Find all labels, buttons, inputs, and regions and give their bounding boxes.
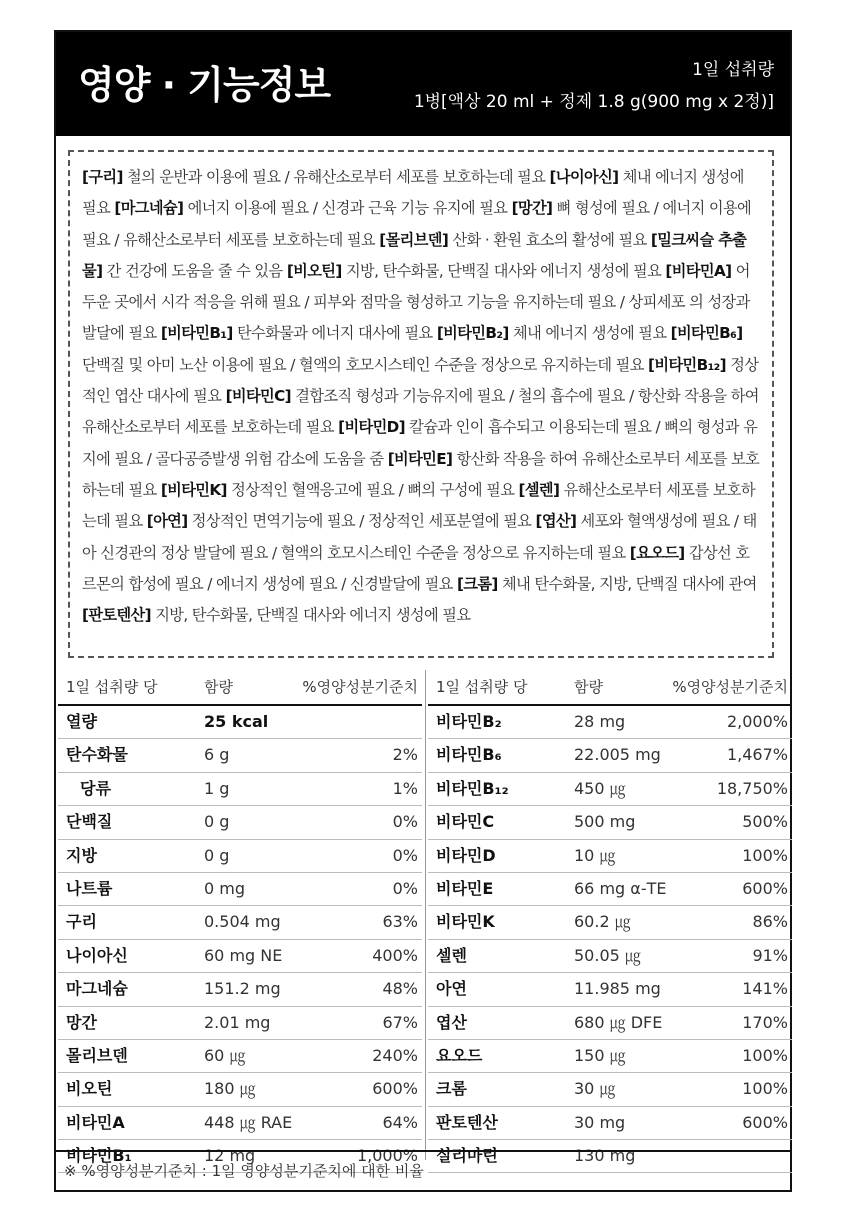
desc-ingredient-label: [망간]	[511, 199, 553, 218]
desc-ingredient-text: 정상적인 엽산 대사에 필요	[82, 355, 759, 406]
desc-ingredient-label: [비타민K]	[160, 480, 227, 499]
desc-ingredient-label: [구리]	[82, 168, 123, 186]
table-row	[428, 1107, 792, 1140]
header-percent: %영양성분기준치	[672, 678, 788, 696]
table-row	[58, 1040, 422, 1073]
desc-ingredient-label: [나이아신]	[549, 168, 619, 186]
nutrient-name: 크롬	[436, 1079, 467, 1099]
nutrient-name: 망간	[66, 1012, 97, 1032]
nutrient-name: 비타민C	[436, 812, 495, 832]
nutrient-name: 비타민A	[66, 1112, 125, 1132]
header-percent: %영양성분기준치	[302, 678, 418, 696]
nutrient-amount: 30 mg	[574, 1112, 626, 1132]
serving-detail: 1병[액상 20 ml + 정제 1.8 g(900 mg x 2정)]	[413, 92, 774, 112]
nutrient-amount: 22.005 mg	[574, 745, 661, 765]
nutrient-amount: 0.504 mg	[204, 912, 281, 932]
nutrient-amount: 60 mg NE	[204, 945, 283, 965]
nutrient-daily-value: 600%	[372, 1079, 418, 1099]
nutrient-daily-value: 500%	[742, 812, 788, 832]
nutrient-amount: 150 ㎍	[574, 1045, 626, 1065]
nutrient-name: 마그네슘	[66, 979, 128, 999]
desc-ingredient-text: 체내 탄수화물, 지방, 단백질 대사에 관여	[497, 574, 757, 593]
nutrient-name: 비타민B₁₂	[436, 778, 509, 798]
desc-ingredient-text: 결합조직 형성과 기능유지에 필요 / 철의 흡수에 필요 / 항산화 작용을 하여 유해산소로부터 세포를 보호하는데 필요	[82, 387, 759, 437]
desc-ingredient-text: 탄수화물과 에너지 대사에 필요	[232, 324, 437, 343]
nutrient-name: 나이아신	[66, 945, 128, 965]
nutrient-daily-value: 1,000%	[356, 1146, 418, 1166]
table-row	[428, 873, 792, 906]
table-row	[58, 940, 422, 973]
nutrient-daily-value: 2%	[392, 745, 418, 765]
table-row	[428, 1040, 792, 1073]
header-nutrient: 1일 섭취량 당	[66, 678, 158, 696]
nutrient-daily-value: 600%	[742, 878, 788, 898]
nutrient-daily-value: 1,467%	[726, 745, 788, 765]
nutrient-amount: 12 mg	[204, 1146, 256, 1166]
nutrient-daily-value: 170%	[742, 1012, 788, 1032]
nutrient-amount: 151.2 mg	[204, 979, 281, 999]
desc-ingredient-text: 정상적인 혈액응고에 필요 / 뼈의 구성에 필요	[226, 480, 519, 499]
table-row	[58, 706, 422, 739]
desc-ingredient-text: 간 건강에 도움을 줄 수 있음	[102, 261, 287, 280]
desc-ingredient-label: [밀크씨슬 추출물]	[82, 230, 747, 280]
nutrient-amount: 66 mg α-TE	[574, 878, 667, 898]
nutrient-name: 비타민B₁	[66, 1146, 132, 1166]
nutrient-amount: 11.985 mg	[574, 979, 661, 999]
nutrient-amount: 448 ㎍ RAE	[204, 1112, 293, 1132]
nutrient-daily-value: 48%	[382, 979, 418, 999]
nutrient-amount: 130 mg	[574, 1146, 636, 1166]
panel-title: 영양 · 기능정보	[78, 63, 331, 107]
nutrient-name: 비타민E	[436, 878, 494, 898]
table-row	[58, 973, 422, 1006]
column-divider	[425, 670, 426, 1160]
nutrient-daily-value: 2,000%	[726, 712, 788, 731]
desc-ingredient-text: 유해산소로부터 세포를 보호하는데 필요	[82, 480, 755, 531]
nutrient-name: 셀렌	[436, 945, 467, 965]
nutrient-amount: 10 ㎍	[574, 845, 616, 865]
desc-ingredient-label: [요오드]	[629, 543, 685, 562]
nutrient-name: 요오드	[436, 1045, 483, 1065]
desc-ingredient-text: 갑상선 호르몬의 합성에 필요 / 에너지 생성에 필요 / 신경발달에 필요	[82, 543, 750, 593]
serving-label: 1일 섭취량	[692, 60, 774, 80]
table-row	[428, 1007, 792, 1040]
desc-ingredient-label: [비타민A]	[665, 261, 732, 280]
nutrient-amount: 680 ㎍ DFE	[574, 1012, 663, 1032]
table-row	[58, 773, 422, 806]
nutrient-amount: 25 kcal	[204, 712, 269, 731]
desc-ingredient-text: 에너지 이용에 필요 / 신경과 근육 기능 유지에 필요	[183, 199, 512, 218]
nutrient-name: 아연	[436, 979, 467, 999]
desc-ingredient-label: [마그네슘]	[114, 199, 184, 218]
table-row	[428, 773, 792, 806]
nutrient-amount: 2.01 mg	[204, 1012, 271, 1032]
desc-ingredient-text: 정상적인 면역기능에 필요 / 정상적인 세포분열에 필요	[187, 512, 536, 531]
desc-ingredient-label: [몰리브덴]	[379, 230, 449, 249]
nutrient-name: 나트륨	[66, 878, 113, 898]
table-row	[58, 806, 422, 839]
desc-ingredient-label: [비타민B₆]	[670, 324, 743, 343]
table-header-left	[58, 670, 422, 706]
nutrient-amount: 1 g	[204, 778, 230, 798]
nutrient-amount: 60.2 ㎍	[574, 912, 631, 932]
nutrient-name: 비타민D	[436, 845, 496, 865]
table-row	[58, 873, 422, 906]
table-row	[58, 1073, 422, 1106]
nutrient-amount: 500 mg	[574, 812, 636, 832]
nutrient-amount: 0 g	[204, 845, 230, 865]
nutrient-daily-value: 63%	[382, 912, 418, 932]
nutrient-daily-value: 100%	[742, 1045, 788, 1065]
nutrient-daily-value: 240%	[372, 1045, 418, 1065]
nutrient-name: 단백질	[66, 812, 113, 832]
header-amount: 함량	[204, 678, 233, 696]
nutrient-daily-value: 18,750%	[716, 778, 788, 798]
desc-ingredient-text: 칼슘과 인이 흡수되고 이용되는데 필요 / 뼈의 형성과 유지에 필요 / 골다공증발생 위험 감소에 도움을 줌	[82, 418, 758, 468]
table-row	[428, 973, 792, 1006]
table-row	[428, 706, 792, 739]
nutrient-amount: 0 g	[204, 812, 230, 832]
header-amount: 함량	[574, 678, 603, 696]
serving-info	[414, 54, 774, 118]
desc-ingredient-text: 항산화 작용을 하여 유해산소로부터 세포를 보호하는데 필요	[82, 449, 760, 499]
nutrient-name: 탄수화물	[66, 745, 128, 765]
nutrition-info-panel	[54, 30, 792, 1192]
table-header-right	[428, 670, 792, 706]
nutrient-daily-value: 64%	[382, 1112, 418, 1132]
nutrient-daily-value: 0%	[392, 812, 418, 832]
nutrient-daily-value: 91%	[752, 945, 788, 965]
nutrient-amount: 0 mg	[204, 878, 246, 898]
table-row	[58, 906, 422, 939]
nutrient-name: 열량	[66, 712, 97, 731]
desc-ingredient-text: 산화 · 환원 효소의 활성에 필요	[448, 230, 651, 249]
nutrient-name: 비타민B₆	[436, 745, 502, 765]
nutrient-daily-value: 86%	[752, 912, 788, 932]
table-row	[428, 940, 792, 973]
desc-ingredient-label: [비오틴]	[286, 261, 342, 280]
nutrient-amount: 28 mg	[574, 712, 626, 731]
nutrient-name: 비타민B₂	[436, 712, 502, 731]
header-bar	[56, 32, 790, 136]
table-row	[58, 840, 422, 873]
nutrient-name: 당류	[80, 778, 111, 798]
nutrient-name: 구리	[66, 912, 97, 932]
nutrient-name: 비타민K	[436, 912, 495, 932]
nutrient-daily-value: 0%	[392, 878, 418, 898]
desc-ingredient-label: [크롬]	[456, 574, 498, 593]
nutrient-daily-value: 600%	[742, 1112, 788, 1132]
desc-ingredient-label: [아연]	[146, 512, 188, 531]
nutrient-daily-value: 67%	[382, 1012, 418, 1032]
desc-ingredient-text: 철의 운반과 이용에 필요 / 유해산소로부터 세포를 보호하는데 필요	[122, 168, 550, 186]
desc-ingredient-label: [비타민C]	[225, 387, 292, 406]
table-row	[428, 806, 792, 839]
nutrient-daily-value: 141%	[742, 979, 788, 999]
nutrient-daily-value: 100%	[742, 845, 788, 865]
nutrient-daily-value: 100%	[742, 1079, 788, 1099]
table-row	[428, 906, 792, 939]
nutrition-column-left	[58, 670, 422, 1173]
table-row	[428, 840, 792, 873]
table-row	[58, 1107, 422, 1140]
desc-ingredient-text: 어두운 곳에서 시각 적응을 위해 필요 / 피부와 점막을 형성하고 기능을 유지하는데 필요 / 상피세포 의 성장과 발달에 필요	[82, 261, 750, 343]
footnote: ※ %영양성분기준치 : 1일 영양성분기준치에 대한 비율	[56, 1150, 790, 1190]
nutrient-name: 판토텐산	[436, 1112, 498, 1132]
desc-ingredient-text: 지방, 탄수화물, 단백질 대사와 에너지 생성에 필요	[150, 606, 471, 625]
nutrient-amount: 30 ㎍	[574, 1079, 616, 1099]
nutrient-amount: 6 g	[204, 745, 230, 765]
functional-description-box	[68, 150, 774, 658]
header-nutrient: 1일 섭취량 당	[436, 678, 528, 696]
desc-ingredient-text: 체내 에너지 생성에 필요	[82, 168, 744, 218]
desc-ingredient-text: 단백질 및 아미 노산 이용에 필요 / 혈액의 호모시스테인 수준을 정상으로 유지하는데 필요	[82, 355, 649, 374]
desc-ingredient-label: [비타민B₂]	[436, 324, 509, 343]
desc-ingredient-label: [엽산]	[535, 512, 577, 531]
table-row	[58, 739, 422, 772]
desc-ingredient-label: [비타민E]	[387, 449, 453, 468]
table-row	[58, 1007, 422, 1040]
desc-ingredient-text: 세포와 혈액생성에 필요 / 태아 신경관의 정상 발달에 필요 / 혈액의 호모시스테인 수준을 정상으로 유지하는데 필요	[82, 512, 757, 562]
nutrient-name: 비오틴	[66, 1079, 113, 1099]
nutrient-daily-value: 400%	[372, 945, 418, 965]
nutrient-amount: 50.05 ㎍	[574, 945, 641, 965]
nutrient-name: 지방	[66, 845, 97, 865]
nutrition-column-right	[428, 670, 792, 1173]
nutrient-daily-value: 0%	[392, 845, 418, 865]
table-row	[428, 739, 792, 772]
nutrient-name: 엽산	[436, 1012, 467, 1032]
nutrient-amount: 450 ㎍	[574, 778, 626, 798]
desc-ingredient-text: 체내 에너지 생성에 필요	[508, 324, 671, 343]
desc-ingredient-label: [셀렌]	[518, 480, 560, 499]
nutrient-name: 몰리브덴	[66, 1045, 128, 1065]
desc-ingredient-label: [비타민B₁]	[160, 324, 233, 343]
desc-ingredient-label: [판토텐산]	[82, 606, 151, 625]
nutrient-amount: 180 ㎍	[204, 1079, 256, 1099]
desc-ingredient-text: 지방, 탄수화물, 단백질 대사와 에너지 생성에 필요	[341, 261, 666, 280]
desc-ingredient-text: 뼈 형성에 필요 / 에너지 이용에 필요 / 유해산소로부터 세포를 보호하는데 필요	[82, 199, 752, 249]
nutrient-name: 실리마린	[436, 1146, 498, 1166]
desc-ingredient-label: [비타민B₁₂]	[648, 355, 727, 374]
nutrient-amount: 60 ㎍	[204, 1045, 246, 1065]
desc-ingredient-label: [비타민D]	[338, 418, 406, 437]
table-row	[428, 1073, 792, 1106]
nutrient-daily-value: 1%	[392, 778, 418, 798]
